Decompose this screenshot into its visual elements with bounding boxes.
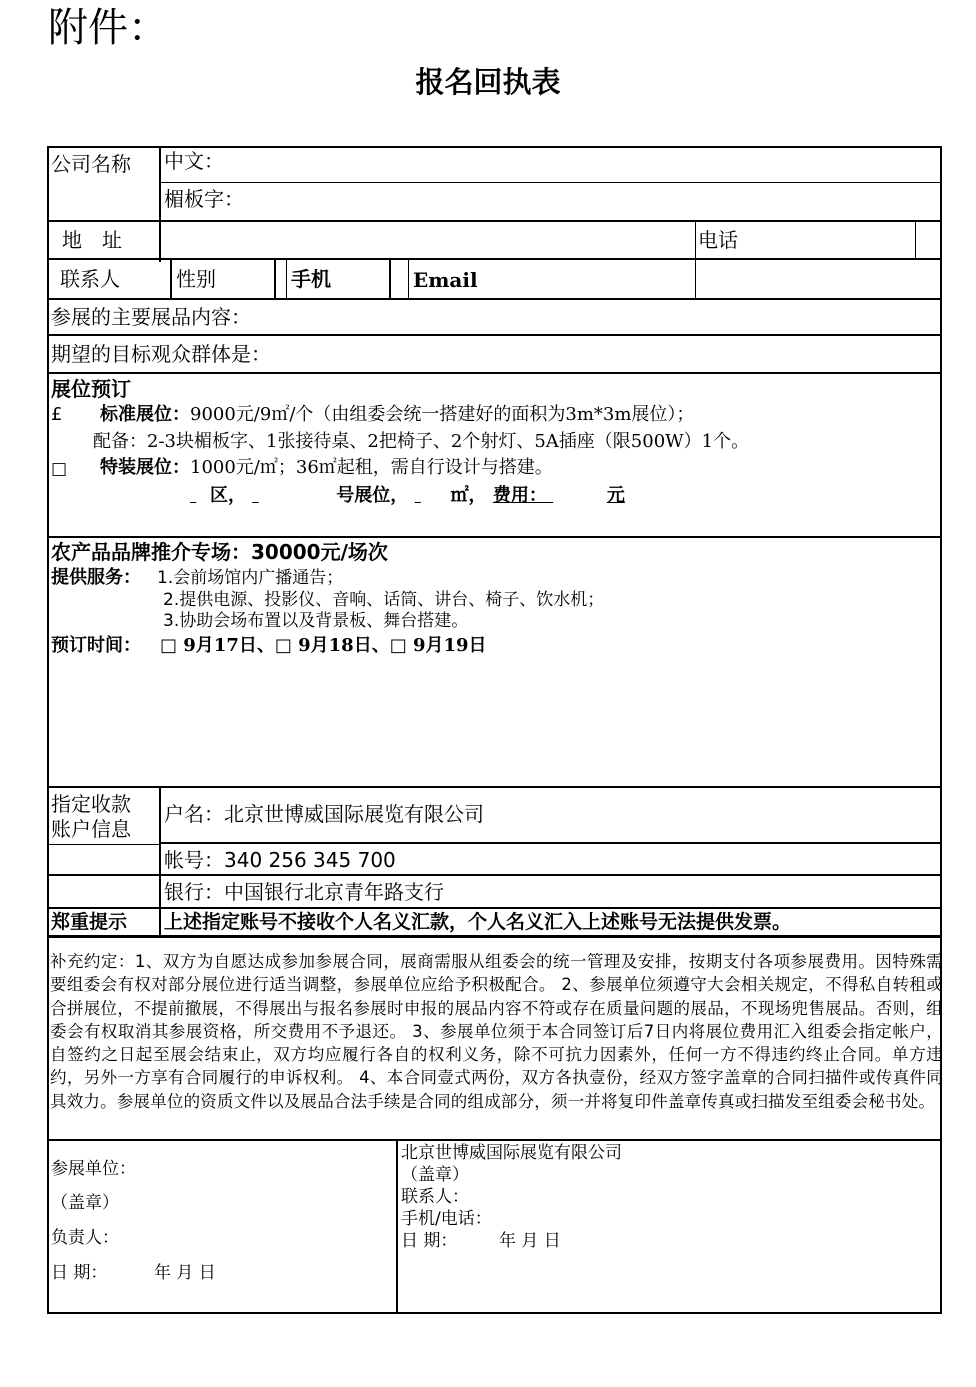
email-label: Email: [413, 268, 478, 292]
sqm-blank[interactable]: [415, 484, 451, 508]
exhibitor-seal: （盖章）: [51, 1193, 119, 1213]
fee-blank[interactable]: [547, 484, 607, 508]
company-name-label: 公司名称: [51, 152, 131, 176]
area-blank[interactable]: [190, 484, 210, 508]
exhibitor-leader-label: 负责人：: [51, 1228, 119, 1248]
standard-checkbox[interactable]: £: [51, 404, 63, 425]
exhibitor-date-label: 日 期：: [51, 1263, 108, 1283]
special-booth-title: 特装展位：: [100, 457, 190, 478]
yuan-label: 元: [606, 485, 625, 506]
attachment-label: 附件：: [48, 5, 168, 51]
booth-number-blank[interactable]: [252, 484, 336, 508]
notice-text: 上述指定账号不接收个人名义汇款，个人名义汇入上述账号无法提供发票。: [164, 911, 792, 933]
address-label: 地 址: [62, 228, 122, 252]
special-booth-line: [100, 456, 553, 480]
agri-title: 农产品品牌推介专场：30000元/场次: [51, 540, 388, 564]
service-item-3: 3.协助会场布置以及背景板、舞台搭建。: [163, 611, 469, 631]
notice-label: 郑重提示: [51, 911, 128, 933]
contact-label: 联系人: [60, 267, 120, 291]
audience-field[interactable]: 期望的目标观众群体是：: [51, 342, 271, 366]
mobile-label: 手机: [291, 267, 331, 291]
special-checkbox[interactable]: □: [51, 459, 68, 479]
exhibitor-date-units: 年 月 日: [154, 1263, 216, 1283]
gender-label: 性别: [176, 267, 216, 291]
service-item-1: 1.会前场馆内广播通告；: [157, 568, 344, 588]
organizer-phone-label: 手机/电话：: [401, 1209, 492, 1229]
booth-number-suffix: 号展位，: [336, 485, 409, 506]
phone-label: 电话: [698, 228, 738, 252]
booking-label: 预订时间：: [51, 635, 141, 656]
standard-booth-text: 9000元/9㎡/个（由组委会统一搭建好的面积为3m*3m展位）；: [190, 404, 695, 425]
booking-dates[interactable]: □ 9月17日、□ 9月18日、□ 9月19日: [160, 635, 487, 656]
payment-label-line2: 账户信息: [51, 817, 131, 841]
exhibits-field[interactable]: 参展的主要展品内容：: [51, 305, 251, 329]
organizer-date-label: 日 期：: [401, 1231, 458, 1251]
booth-fill-line: [190, 484, 625, 508]
exhibitor-unit-label: 参展单位：: [51, 1159, 136, 1179]
account-number: 帐号：340 256 345 700: [164, 848, 396, 872]
area-suffix: 区，: [210, 485, 246, 506]
equipment-line: 配备：2-3块楣板字、1张接待桌、2把椅子、2个射灯、5A插座（限500W）1个。: [93, 431, 750, 452]
sqm-suffix: ㎡，: [450, 485, 487, 506]
account-name: 户名：北京世博威国际展览有限公司: [164, 802, 484, 826]
service-item-2: 2.提供电源、投影仪、音响、话筒、讲台、椅子、饮水机；: [163, 590, 605, 610]
organizer-company: 北京世博威国际展览有限公司: [401, 1143, 622, 1163]
booth-heading: 展位预订: [51, 377, 131, 401]
company-sign-field[interactable]: 楣板字：: [164, 187, 244, 211]
standard-booth-title: 标准展位：: [100, 404, 190, 425]
company-chinese-field[interactable]: 中文：: [164, 149, 224, 173]
form-title: 报名回执表: [415, 65, 561, 99]
organizer-date-units: 年 月 日: [499, 1231, 561, 1251]
bank-name: 银行：中国银行北京青年路支行: [164, 880, 444, 904]
service-label: 提供服务：: [51, 567, 141, 588]
address-field[interactable]: [162, 223, 692, 257]
organizer-contact-label: 联系人：: [401, 1187, 469, 1207]
supplementary-terms: 补充约定：1、双方为自愿达成参加参展合同，展商需服从组委会的统一管理及安排，按期支付各项参展费用。因特殊需要组委会有权对部分展位进行适当调整，参展单位应给予积极配合。 2、参展单位须遵守大会相关规定，不得私自转租或合拼展位，不提前撤展，不得展出与报名参展时申报的展品内容不符或存在质量问题的展品，不现场兜售展品。否则，组委会有权取消其参展资格，所交费用不予退还。 3、参展单位须于本合同签订后7日内将展位费用汇入组委会指定帐户，自签约之日起至展会结束止，双方均应履行各自的权利义务，除不可抗力因素外，任何一方不得违约终止合同。单方违约，另外一方享有合同履行的申诉权利。 4、本合同壹式两份，双方各执壹份，经双方签字盖章的合同扫描件或传真件同具效力。参展单位的资质文件以及展品合法手续是合同的组成部分，须一并将复印件盖章传真或扫描发至组委会秘书处。: [50, 952, 943, 1111]
special-booth-text: 1000元/㎡；36㎡起租，需自行设计与搭建。: [190, 457, 553, 478]
standard-booth-line: [100, 403, 694, 427]
fee-label: 费用：: [492, 485, 547, 506]
payment-label-line1: 指定收款: [51, 792, 131, 816]
organizer-seal: （盖章）: [401, 1165, 469, 1185]
